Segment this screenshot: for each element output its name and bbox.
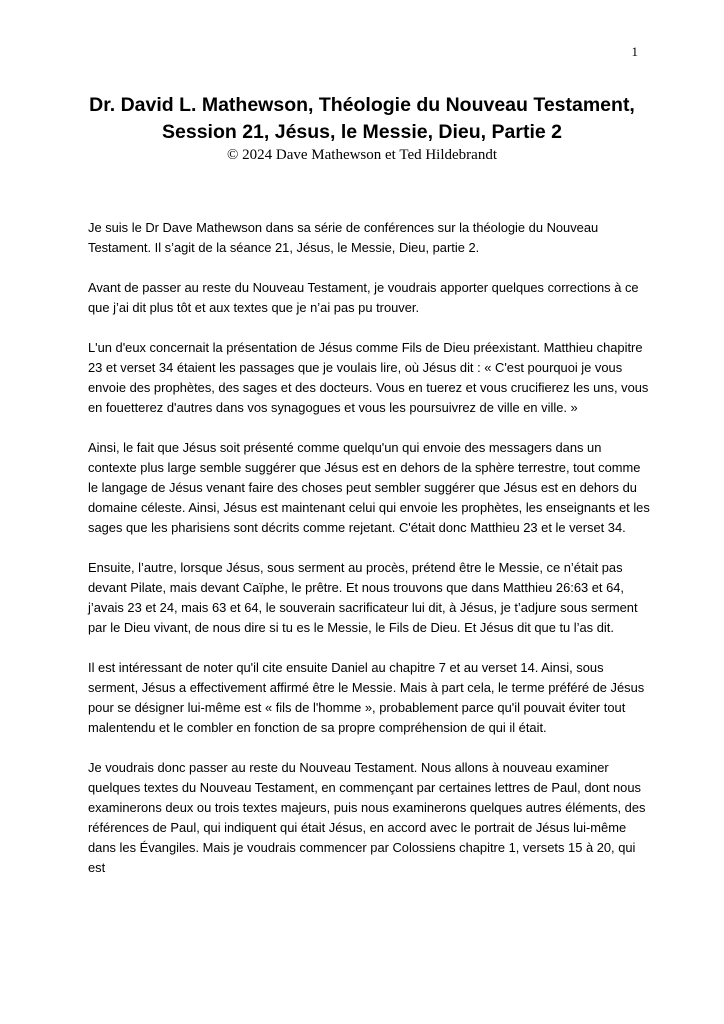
paragraph-5: Ensuite, l’autre, lorsque Jésus, sous serment au procès, prétend être le Messie, ce n’était pas devant Pilate, mais devant Caïphe, le prêtre. Et nous trouvons que dans Matthieu 26:63 et 64, j’avais 23 et 24, mais 63 et 64, le souverain sacrificateur lui dit, à Jésus, je t’adjure sous serment par le Dieu vivant, de nous dire si tu es le Messie, le Fils de Dieu. Et Jésus dit que tu l’as dit. [88,560,638,635]
paragraph-3: L'un d'eux concernait la présentation de Jésus comme Fils de Dieu préexistant. Matthieu chapitre 23 et verset 34 étaient les passages que je voulais lire, où Jésus dit : « C'est pourquoi je vous envoie des prophètes, des sages et des docteurs. Vous en tuerez et vous crucifierez les uns, vous en fouetterez d'autres dans vos synagogues et vous les poursuivrez de ville en ville. » [88,340,649,415]
document-body [88,218,650,898]
page-number: 1 [631,44,638,59]
paragraph-1: Je suis le Dr Dave Mathewson dans sa série de conférences sur la théologie du Nouveau Testament. Il s’agit de la séance 21, Jésus, le Messie, Dieu, partie 2. [88,220,599,255]
paragraph-2: Avant de passer au reste du Nouveau Testament, je voudrais apporter quelques corrections à ce que j’ai dit plus tôt et aux textes que je n’ai pas pu trouver. [88,280,639,315]
paragraph-7: Je voudrais donc passer au reste du Nouveau Testament. Nous allons à nouveau examiner quelques textes du Nouveau Testament, en commençant par certaines lettres de Paul, dont nous examinerons deux ou trois textes majeurs, puis nous examinerons quelques autres éléments, des références de Paul, qui indiquent qui était Jésus, en accord avec le portrait de Jésus lui-même dans les Évangiles. Mais je voudrais commencer par Colossiens chapitre 1, versets 15 à 20, qui est [88,760,646,875]
paragraph-4: Ainsi, le fait que Jésus soit présenté comme quelqu'un qui envoie des messagers dans un contexte plus large semble suggérer que Jésus est en dehors de la sphère terrestre, tout comme le langage de Jésus venant faire des choses peut sembler suggérer que Jésus est en dehors du domaine céleste. Ainsi, Jésus est maintenant celui qui envoie les prophètes, les enseignants et les sages que les pharisiens sont décrits comme rejetant. C'était donc Matthieu 23 et le verset 34. [88,440,650,535]
paragraph-6: Il est intéressant de noter qu'il cite ensuite Daniel au chapitre 7 et au verset 14. Ainsi, sous serment, Jésus a effectivement affirmé être le Messie. Mais à part cela, le terme préféré de Jésus pour se désigner lui-même est « fils de l'homme », probablement parce qu'il pouvait éviter tout malentendu et le combler en fonction de sa propre compréhension de qui il était. [88,660,645,735]
document-title [60,92,664,146]
document-header [60,92,664,164]
title-line-2: Session 21, Jésus, le Messie, Dieu, Partie 2 [162,121,562,143]
title-line-1: Dr. David L. Mathewson, Théologie du Nouveau Testament, [89,94,635,116]
copyright-line: © 2024 Dave Mathewson et Ted Hildebrandt [226,147,497,163]
